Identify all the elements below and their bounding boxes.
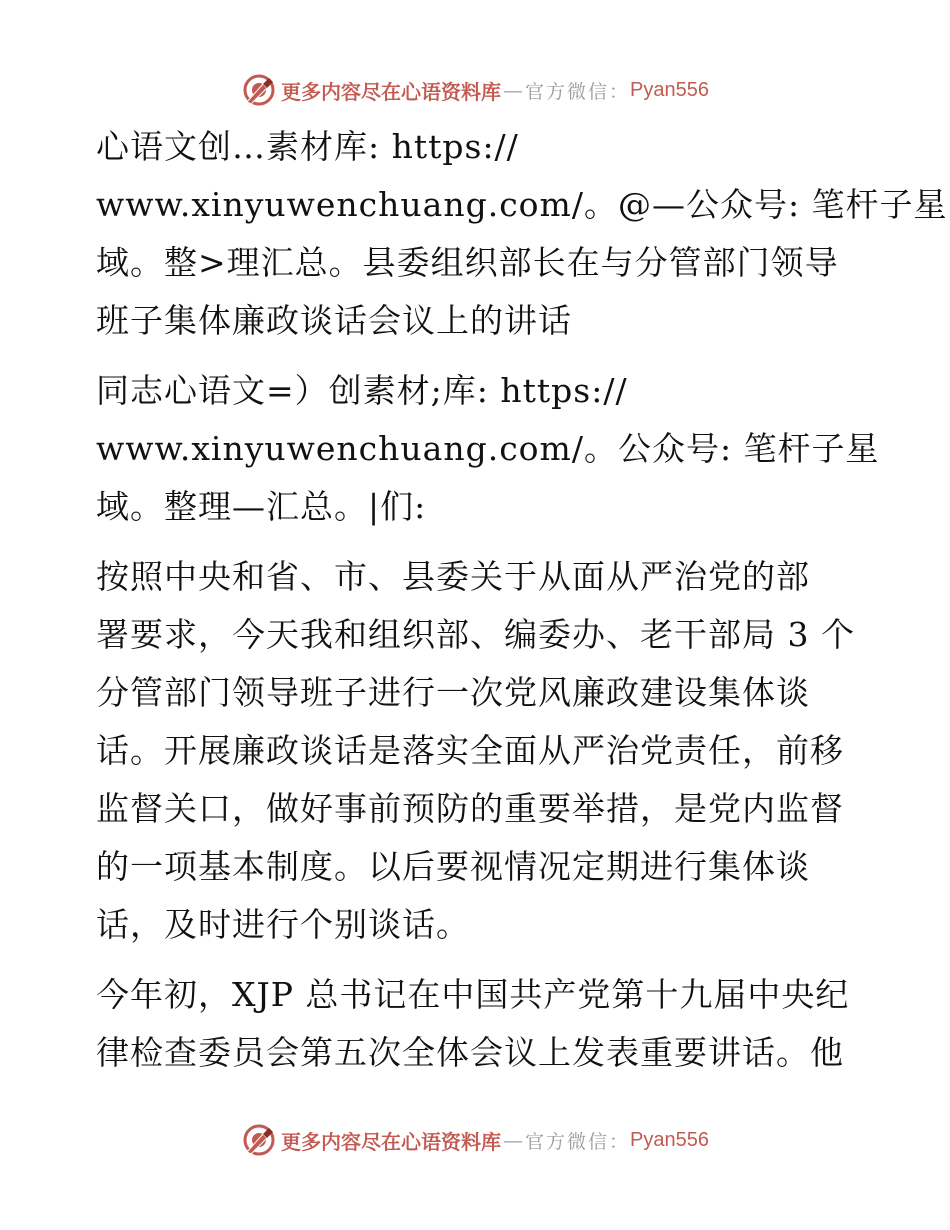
- text-line: 律检查委员会第五次全体会议上发表重要讲话。他: [96, 1033, 844, 1072]
- text-line: www.xinyuwenchuang.com/。@—公众号: 笔杆子星: [96, 185, 948, 224]
- banner-wechat-id: Pyan556: [630, 1128, 709, 1151]
- text-line: 同志心语文=）创素材;库: https://: [96, 371, 628, 410]
- text-line: 班子集体廉政谈话会议上的讲话: [96, 301, 572, 340]
- text-line: 域。整>理汇总。县委组织部长在与分管部门领导: [96, 243, 839, 282]
- text-line: 域。整理—汇总。|们:: [96, 487, 427, 526]
- text-line: www.xinyuwenchuang.com/。公众号: 笔杆子星: [96, 429, 880, 468]
- banner-wechat-id: Pyan556: [630, 78, 709, 101]
- banner-dash: —: [503, 1128, 523, 1152]
- text-line: 的一项基本制度。以后要视情况定期进行集体谈: [96, 847, 810, 886]
- text-line: 按照中央和省、市、县委关于从面从严治党的部: [96, 557, 810, 596]
- banner-dash: —: [503, 78, 523, 102]
- text-line: 今年初，XJP 总书记在中国共产党第十九届中央纪: [96, 975, 850, 1014]
- paragraph-body-1: [96, 548, 856, 954]
- text-line: 分管部门领导班子进行一次党风廉政建设集体谈: [96, 673, 810, 712]
- pen-logo-icon: [241, 72, 277, 108]
- banner-main-text: 更多内容尽在心语资料库: [281, 1129, 501, 1154]
- footer-banner: [0, 1120, 950, 1160]
- paragraph-title: [96, 118, 948, 350]
- paragraph-body-2: [96, 966, 856, 1082]
- pen-logo-icon: [241, 1122, 277, 1158]
- text-line: 心语文创…素材库: https://: [96, 127, 519, 166]
- banner-wechat-label: 官方微信：: [525, 80, 631, 103]
- banner-main-text: 更多内容尽在心语资料库: [281, 79, 501, 104]
- banner-wechat-label: 官方微信：: [525, 1130, 631, 1153]
- text-line: 署要求，今天我和组织部、编委办、老干部局 3 个: [96, 615, 855, 654]
- header-banner: [0, 70, 950, 110]
- paragraph-salutation: [96, 362, 880, 536]
- text-line: 话，及时进行个别谈话。: [96, 905, 470, 944]
- text-line: 监督关口，做好事前预防的重要举措，是党内监督: [96, 789, 844, 828]
- text-line: 话。开展廉政谈话是落实全面从严治党责任，前移: [96, 731, 844, 770]
- document-body: [96, 118, 948, 1094]
